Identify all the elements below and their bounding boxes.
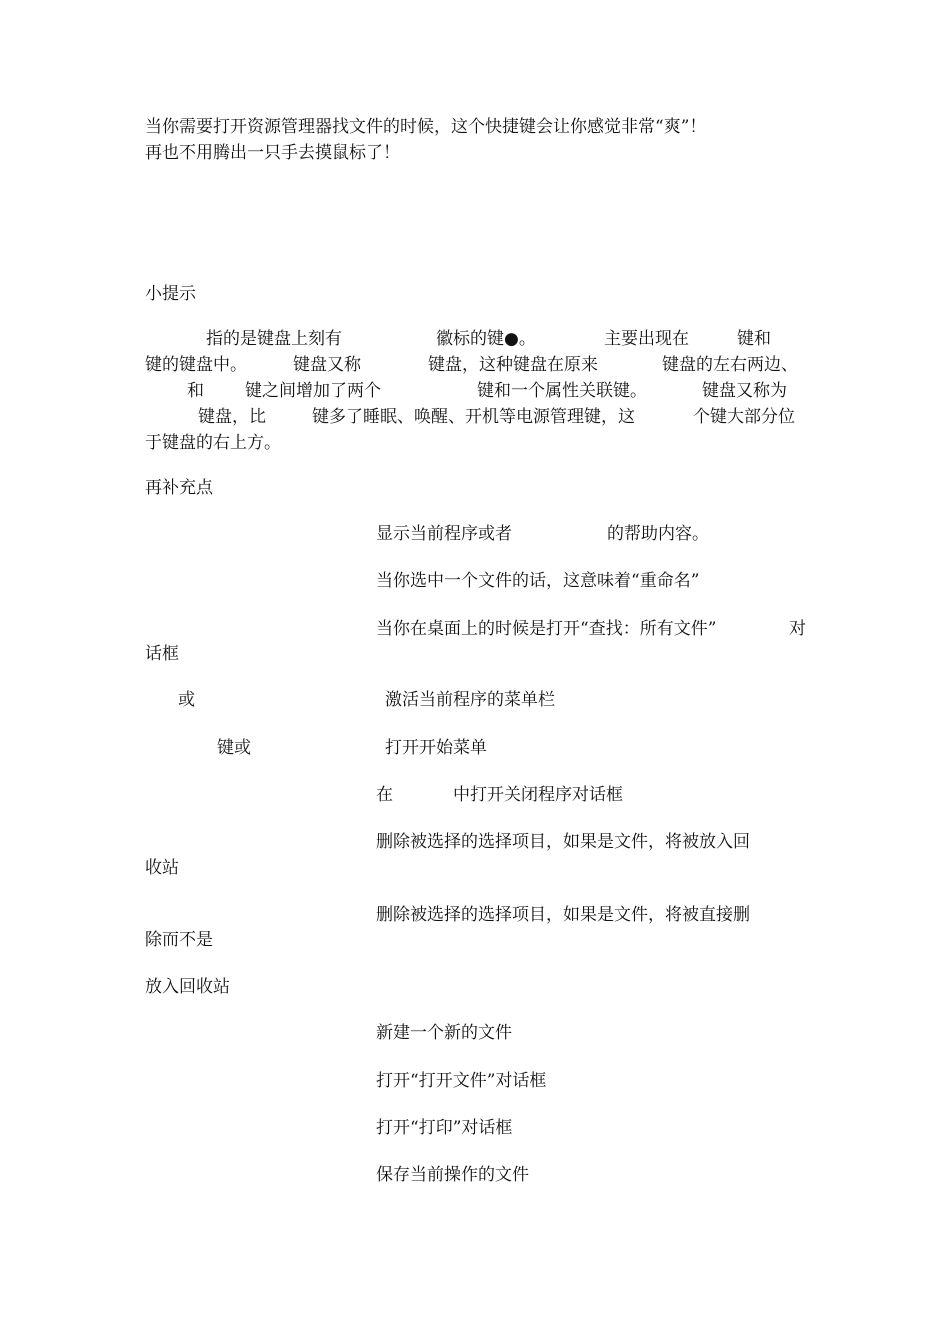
- tip-line-1-seg-b: 徽标的键●。: [436, 329, 536, 349]
- shift-delete-desc-end: 放入回收站: [145, 977, 230, 997]
- open-file-desc: 打开“打开文件”对话框: [376, 1071, 547, 1091]
- shift-delete-desc-wrap: 除而不是: [145, 930, 213, 950]
- find-desc-wrap: 话框: [145, 644, 179, 664]
- menu-shortcut-key: 或: [178, 690, 195, 710]
- intro-line-1: 当你需要打开资源管理器找文件的时候，这个快捷键会让你感觉非常“爽”！: [145, 117, 707, 137]
- tip-line-3-seg-c: 键和一个属性关联键。: [477, 381, 647, 401]
- menu-desc: 激活当前程序的菜单栏: [385, 690, 555, 710]
- start-shortcut-key: 键或: [217, 738, 251, 758]
- find-desc-tail: 对: [789, 619, 806, 639]
- save-desc: 保存当前操作的文件: [376, 1165, 529, 1185]
- supplement-heading: 再补充点: [145, 478, 213, 498]
- tip-line-2-seg-c: 键盘，这种键盘在原来: [428, 355, 598, 375]
- print-desc: 打开“打印”对话框: [376, 1118, 513, 1138]
- help-desc: 显示当前程序或者: [376, 524, 512, 544]
- intro-line-2: 再也不用腾出一只手去摸鼠标了！: [145, 143, 400, 163]
- tip-line-3-seg-b: 键之间增加了两个: [245, 381, 381, 401]
- tip-line-1-seg-c: 主要出现在: [604, 329, 689, 349]
- tip-line-4-seg-c: 个键大部分位: [693, 407, 795, 427]
- tip-line-2-seg-b: 键盘又称: [293, 355, 361, 375]
- tip-line-1-seg-a: 指的是键盘上刻有: [206, 329, 342, 349]
- help-desc-tail: 的帮助内容。: [607, 524, 709, 544]
- start-desc: 打开开始菜单: [385, 738, 487, 758]
- tip-line-5-seg-a: 于键盘的右上方。: [145, 433, 281, 453]
- close-desc-prefix: 在: [376, 785, 393, 805]
- delete-desc-wrap: 收站: [145, 858, 179, 878]
- rename-desc: 当你选中一个文件的话，这意味着“重命名”: [376, 571, 700, 591]
- delete-desc: 删除被选择的选择项目，如果是文件，将被放入回: [376, 832, 750, 852]
- tip-line-1-seg-d: 键和: [737, 329, 771, 349]
- tip-line-4-seg-a: 键盘，比: [198, 407, 266, 427]
- tip-line-3-seg-a: 和: [187, 381, 204, 401]
- tip-line-3-seg-d: 键盘又称为: [702, 381, 787, 401]
- tip-line-2-seg-d: 键盘的左右两边、: [662, 355, 798, 375]
- tip-heading: 小提示: [145, 284, 196, 304]
- shift-delete-desc: 删除被选择的选择项目，如果是文件，将被直接删: [376, 905, 750, 925]
- tip-line-4-seg-b: 键多了睡眠、唤醒、开机等电源管理键，这: [312, 407, 635, 427]
- new-file-desc: 新建一个新的文件: [376, 1023, 512, 1043]
- find-desc: 当你在桌面上的时候是打开“查找：所有文件”: [376, 619, 717, 639]
- close-desc: 中打开关闭程序对话框: [453, 785, 623, 805]
- tip-line-2-seg-a: 键的键盘中。: [145, 355, 247, 375]
